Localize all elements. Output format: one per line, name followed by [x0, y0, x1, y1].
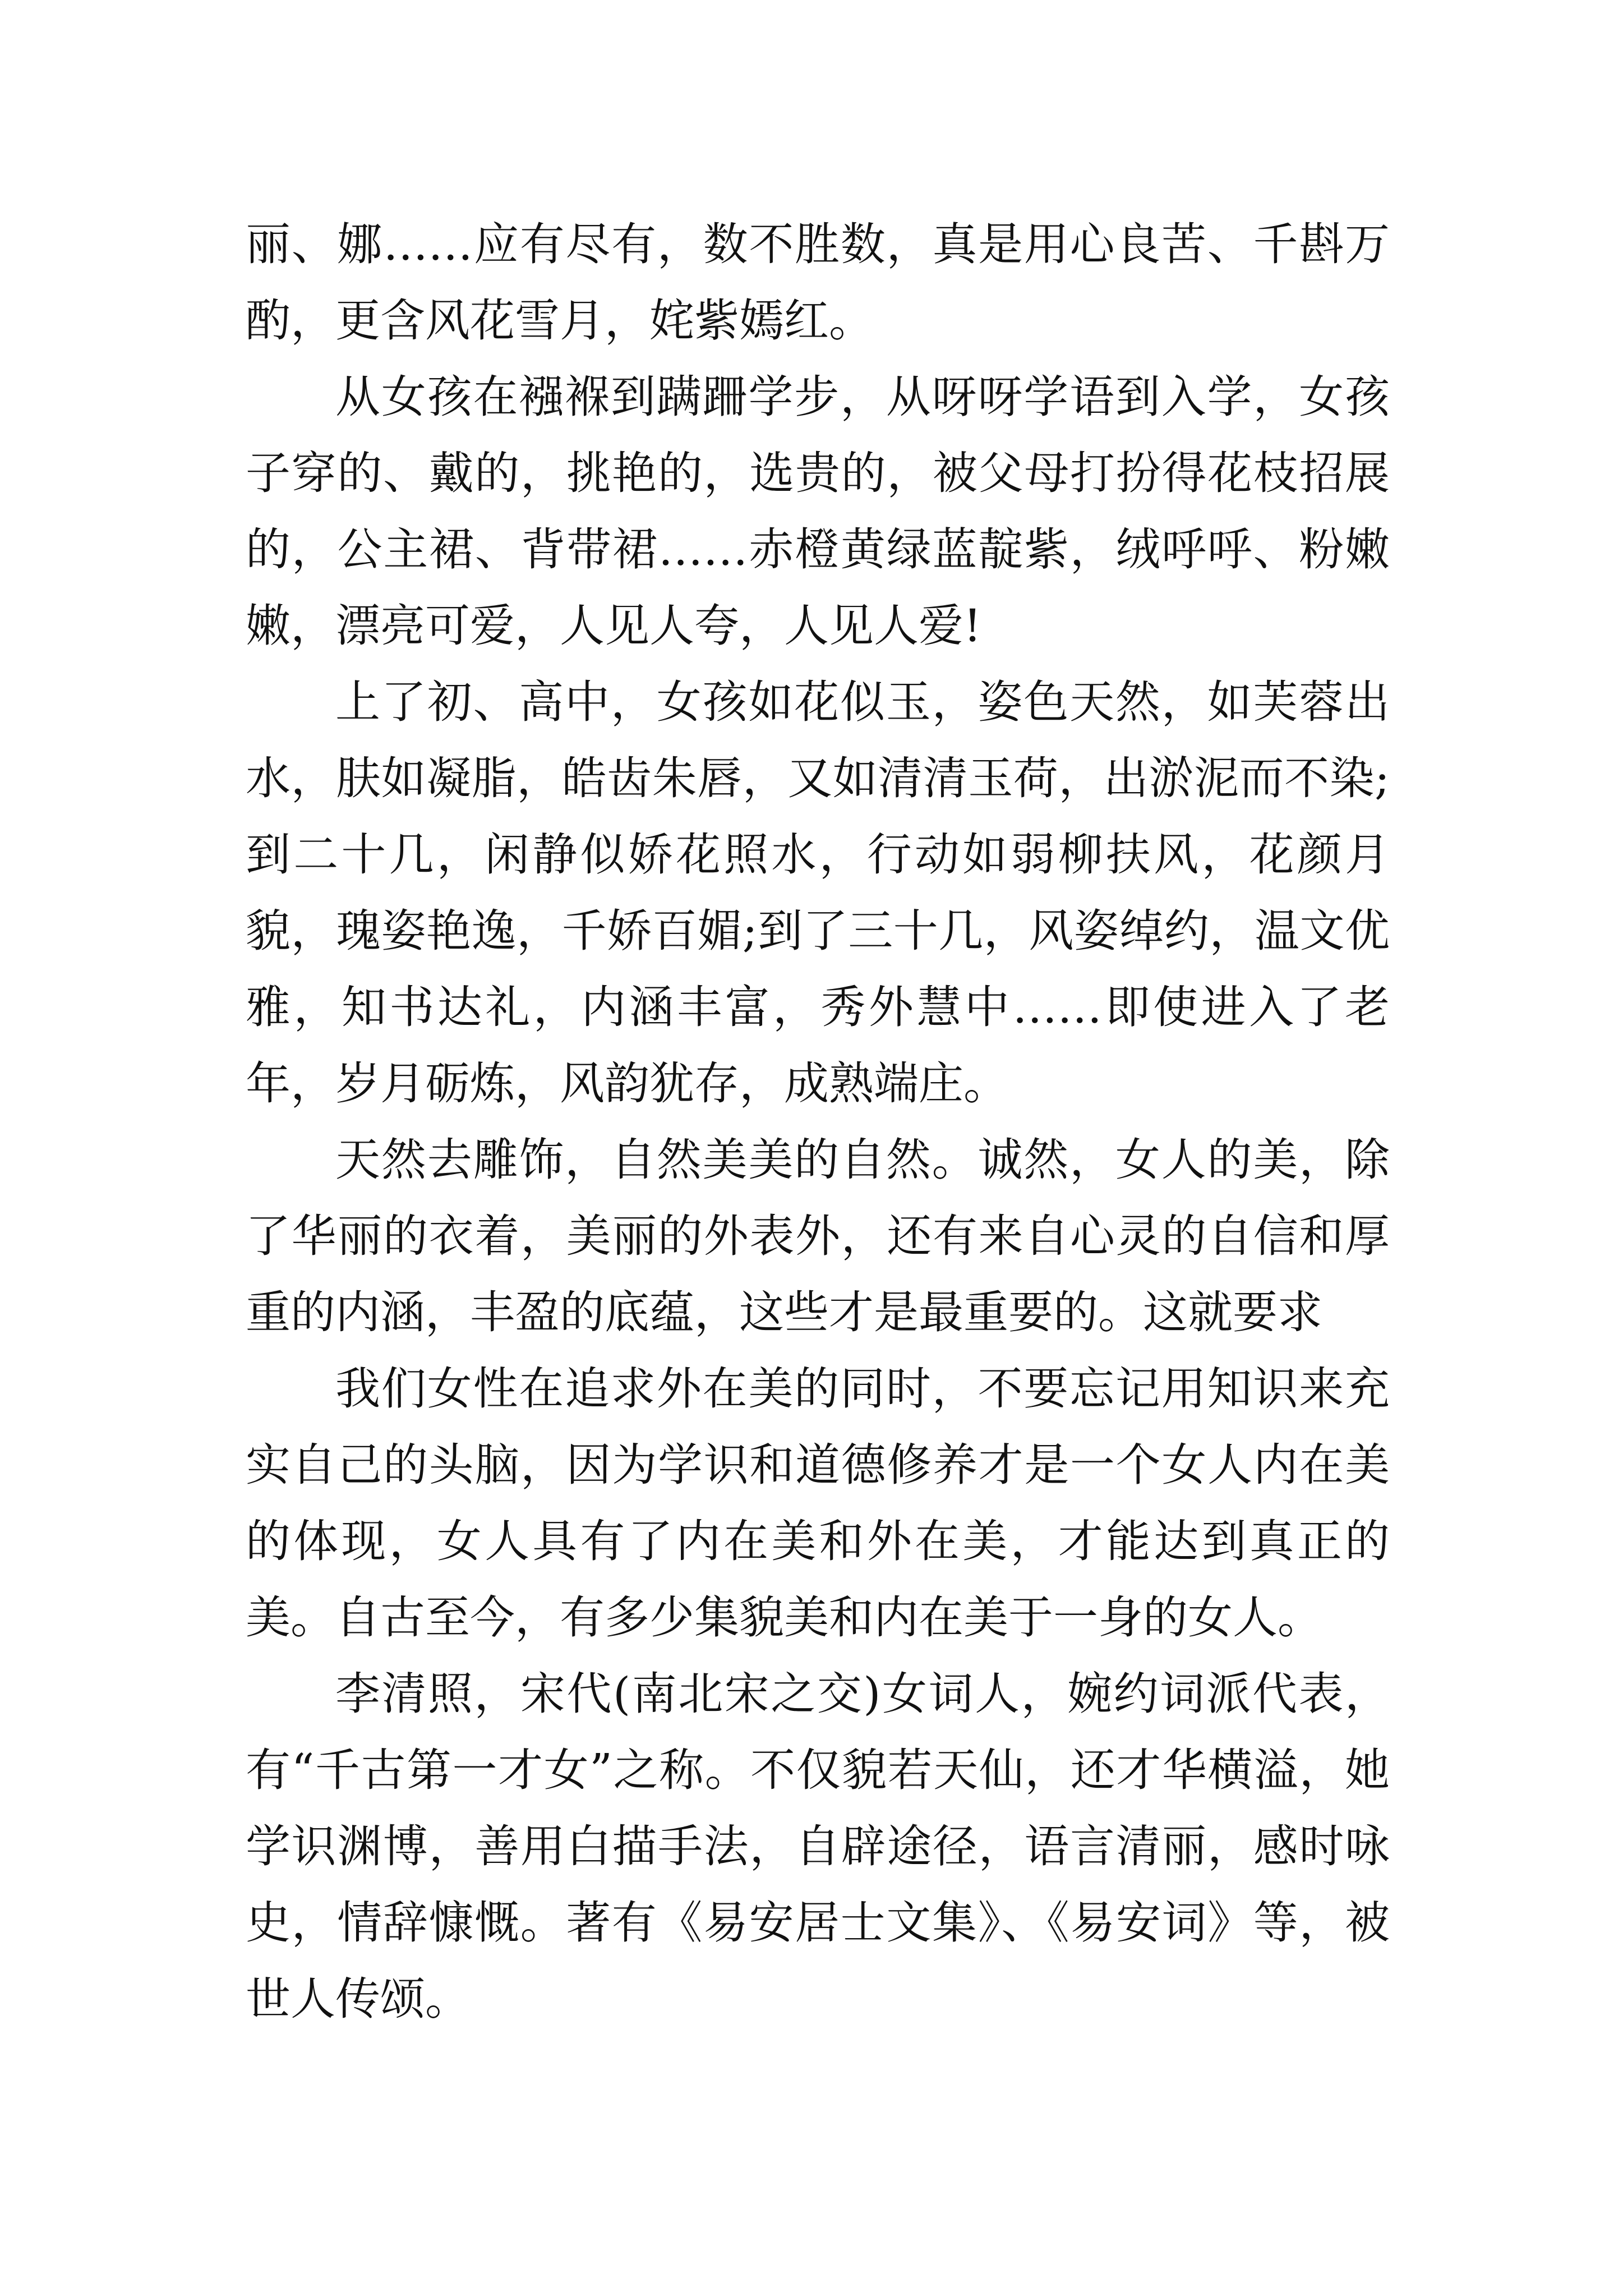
paragraph-3: 上了初、高中，女孩如花似玉，姿色天然，如芙蓉出水，肤如凝脂，皓齿朱唇，又如清清玉荷，出淤泥而不染;到二十几，闲静似娇花照水，行动如弱柳扶风，花颜月貌，瑰姿艳逸，千娇百媚;到了三十几，风姿绰约，温文优雅，知书达礼，内涵丰富，秀外慧中……即使进入了老年，岁月砺炼，风韵犹存，成熟端庄。 — [246, 676, 1390, 1110]
paragraph-2: 从女孩在襁褓到蹒跚学步，从呀呀学语到入学，女孩子穿的、戴的，挑艳的，选贵的，被父母打扮得花枝招展的，公主裙、背带裙……赤橙黄绿蓝靛紫，绒呼呼、粉嫩嫩，漂亮可爱，人见人夸，人见人爱! — [246, 371, 1390, 652]
paragraph-6: 李清照，宋代(南北宋之交)女词人，婉约词派代表，有“千古第一才女”之称。不仅貌若天仙，还才华横溢，她学识渊博，善用白描手法，自辟途径，语言清丽，感时咏史，情辞慷慨。著有《易安居士文集》、《易安词》等，被世人传颂。 — [246, 1668, 1390, 2025]
document-body — [246, 206, 1390, 2037]
paragraph-5: 我们女性在追求外在美的同时，不要忘记用知识来充实自己的头脑，因为学识和道德修养才是一个女人内在美的体现，女人具有了内在美和外在美，才能达到真正的美。自古至今，有多少集貌美和内在美于一身的女人。 — [246, 1363, 1390, 1644]
paragraph-1: 丽、娜……应有尽有，数不胜数，真是用心良苦、千斟万酌，更含风花雪月，姹紫嫣红。 — [246, 218, 1390, 347]
paragraph-4: 天然去雕饰，自然美美的自然。诚然，女人的美，除了华丽的衣着，美丽的外表外，还有来自心灵的自信和厚重的内涵，丰盈的底蕴，这些才是最重要的。这就要求 — [246, 1134, 1390, 1338]
